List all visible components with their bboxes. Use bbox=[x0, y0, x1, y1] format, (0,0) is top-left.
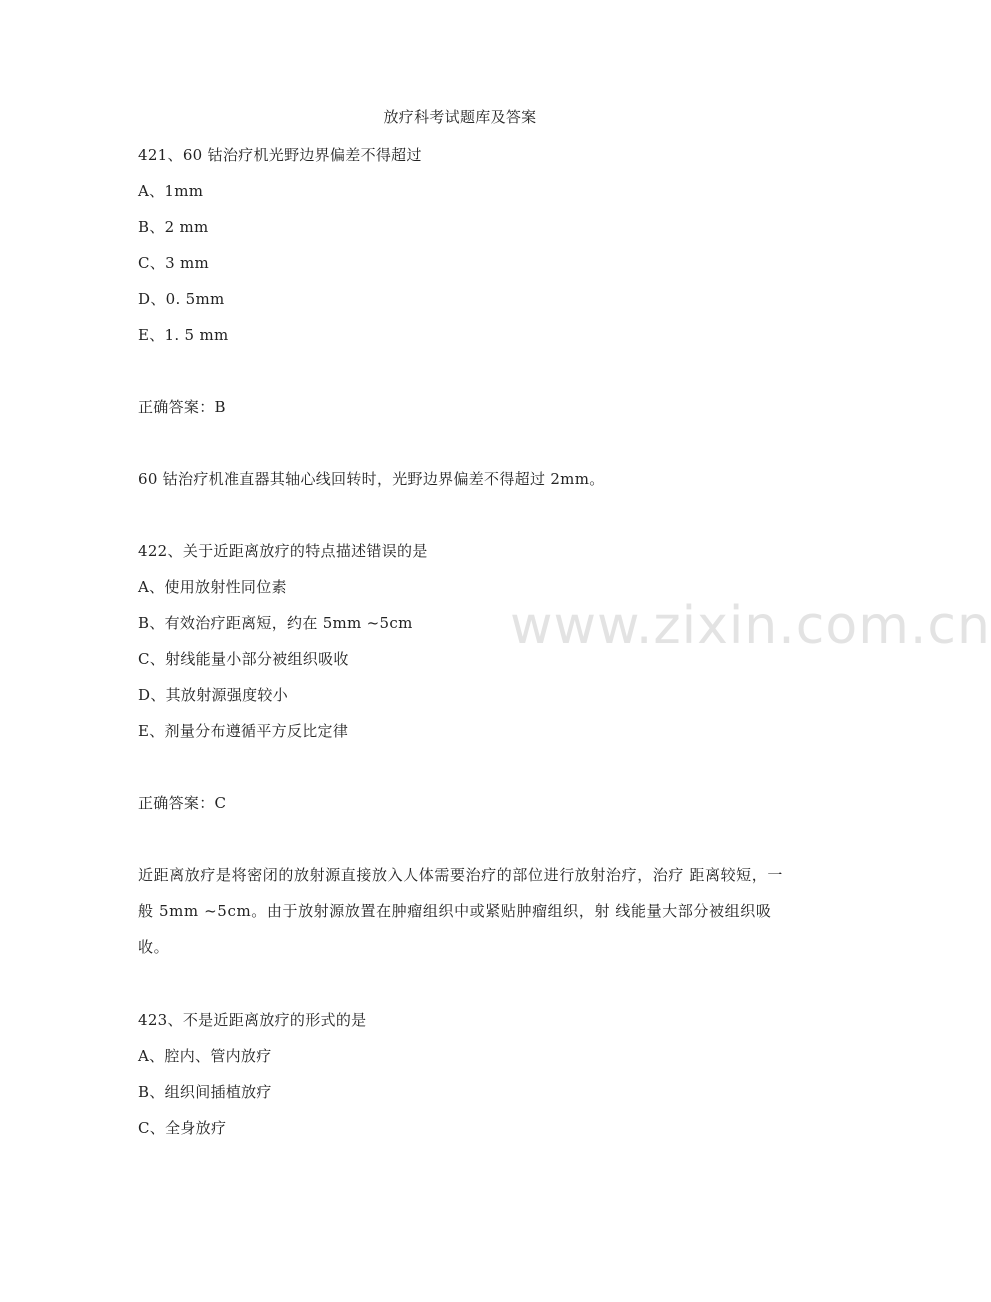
question-422: 422、关于近距离放疗的特点描述错误的是 bbox=[138, 542, 428, 560]
option-422-e: E、剂量分布遵循平方反比定律 bbox=[138, 722, 349, 740]
watermark: www.zixin.com.cn bbox=[510, 596, 991, 656]
option-421-e: E、1. 5 mm bbox=[138, 326, 229, 344]
option-423-b: B、组织间插植放疗 bbox=[138, 1083, 272, 1101]
explanation-422: 近距离放疗是将密闭的放射源直接放入人体需要治疗的部位进行放射治疗，治疗 距离较短，一般 5mm ~5cm。由于放射源放置在肿瘤组织中或紧贴肿瘤组织，射 线能量大部分被组织吸收。 bbox=[138, 866, 783, 956]
option-423-c: C、全身放疗 bbox=[138, 1119, 227, 1137]
option-421-c: C、3 mm bbox=[138, 254, 210, 272]
option-422-c: C、射线能量小部分被组织吸收 bbox=[138, 650, 349, 668]
question-423: 423、不是近距离放疗的形式的是 bbox=[138, 1011, 367, 1029]
explanation-421: 60 钴治疗机准直器其轴心线回转时，光野边界偏差不得超过 2mm。 bbox=[138, 470, 605, 488]
answer-421: 正确答案：B bbox=[138, 398, 226, 416]
question-421: 421、60 钴治疗机光野边界偏差不得超过 bbox=[138, 146, 422, 164]
option-422-a: A、使用放射性同位素 bbox=[138, 578, 287, 596]
option-422-d: D、其放射源强度较小 bbox=[138, 686, 289, 704]
option-421-d: D、0. 5mm bbox=[138, 290, 225, 308]
document-title: 放疗科考试题库及答案 bbox=[383, 108, 537, 126]
answer-422: 正确答案：C bbox=[138, 794, 227, 812]
option-421-b: B、2 mm bbox=[138, 218, 209, 236]
option-423-a: A、腔内、管内放疗 bbox=[138, 1047, 272, 1065]
option-421-a: A、1mm bbox=[138, 182, 204, 200]
option-422-b: B、有效治疗距离短，约在 5mm ~5cm bbox=[138, 614, 413, 632]
